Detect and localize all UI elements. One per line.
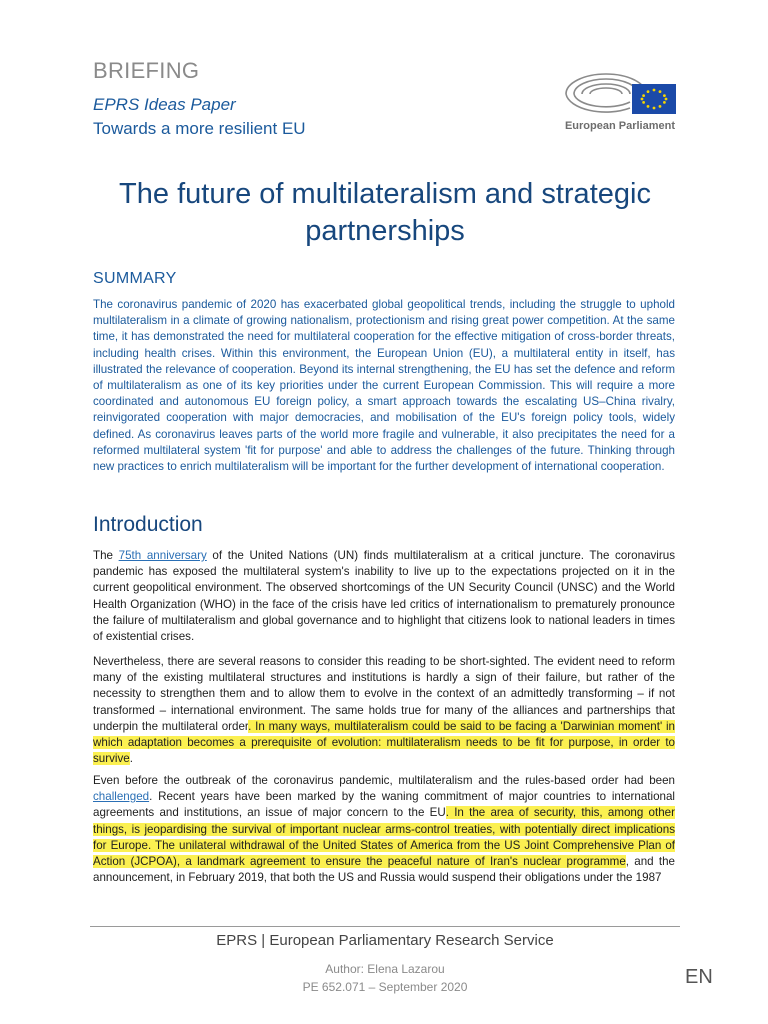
footer-service-name: EPRS | European Parliamentary Research Service [216,932,554,949]
page-title: The future of multilateralism and strategic partnerships [119,178,651,247]
introduction-paragraph-1 [93,548,675,645]
summary-text: The coronavirus pandemic of 2020 has exacerbated global geopolitical trends, including the struggle to uphold multilateralism in a climate of growing nationalism, protectionism and rising great power competition. At the same time, it has demonstrated the need for multilateral cooperation for the effective mitigation of cross-border threats, including health crises. Within this environment, the European Union (EU), a multilateral entity in itself, has illustrated the relevance of cooperation. Beyond its internal strengthening, the EU has set the defence and reform of multilateralism as one of its key priorities under the current European Commission. This will require a more coordinated and autonomous EU foreign policy, a smart approach towards the escalating US–China rivalry, reinvigorated cooperation with major democracies, and mobilisation of the EU's foreign policy tools, widely defined. As coronavirus leaves parts of the world more fragile and vulnerable, it also precipitates the need for a reformed multilateral system 'fit for purpose' and able to address the challenges of the future. Thinking through new practices to enrich multilateralism will be important for the further development of international cooperation. [93,298,675,474]
introduction-paragraph-2 [93,654,675,767]
paragraph-text: , and the announcement, in February 2019, that both the US and Russia would suspend their obligations under the 1987 [93,855,676,885]
paragraph-text: . Recent years have been marked by the waning commitment of major countries to international agreements and institutions, an issue of major concern to the EU [93,790,675,820]
footer-reference: PE 652.071 – September 2020 [302,980,468,994]
highlighted-text: . In many ways, multilateralism could be said to be facing a 'Darwinian moment' in which adaptation becomes a prerequisite of evolution: multilateralism needs to be fit for purpose, in order to survive [93,719,675,766]
footer-author: Author: Elena Lazarou [325,962,445,976]
paragraph-text: of the United Nations (UN) finds multilateralism at a critical juncture. The coronavirus pandemic has exposed the multilateral system's inability to live up to the expectations projected on it in the current geopolitical environment. The observed shortcomings of the UN Security Council (UNSC) and the World Health Organization (WHO) in the face of the crisis have led critics of internationalism to prematurely pronounce the failure of multilateralism and global governance and to highlight that citizens look to national leaders in times of existential crises. [93,549,675,644]
anniversary-link[interactable]: 75th anniversary [118,549,207,562]
summary-heading: SUMMARY [93,270,177,287]
paragraph-text: Even before the outbreak of the coronavirus pandemic, multilateralism and the rules-based order had been [93,774,675,787]
introduction-paragraph-3 [93,773,675,886]
logo-caption: European Parliament [564,120,676,132]
highlighted-text: . In the area of security, this, among other things, is jeopardising the survival of important nuclear arms-control treaties, with potentially direct implications for Europe. The unilateral withdrawal of the United States of America from the US Joint Comprehensive Plan of Action (JCPOA), a landmark agreement to ensure the peaceful nature of Iran's nuclear programme [93,806,675,869]
challenged-link[interactable]: challenged [93,790,150,804]
paragraph-text: The [93,549,119,562]
series-name: EPRS Ideas Paper [93,95,236,114]
subseries-name: Towards a more resilient EU [93,119,306,138]
footer-divider [90,926,680,927]
introduction-heading: Introduction [93,513,203,536]
language-code: EN [685,966,713,988]
paragraph-text: Nevertheless, there are several reasons to consider this reading to be short-sighted. The evident need to reform many of the existing multilateral structures and institutions is hardly a sign of their failure, but rather of the necessity to strengthen them and to allow them to evolve in the context of an admittedly transforming – if not transformed – international environment. The same holds true for many of the alliances and partnerships that underpin the multilateral order [93,655,675,733]
paragraph-text: . [129,752,133,766]
briefing-label: BRIEFING [93,58,200,83]
